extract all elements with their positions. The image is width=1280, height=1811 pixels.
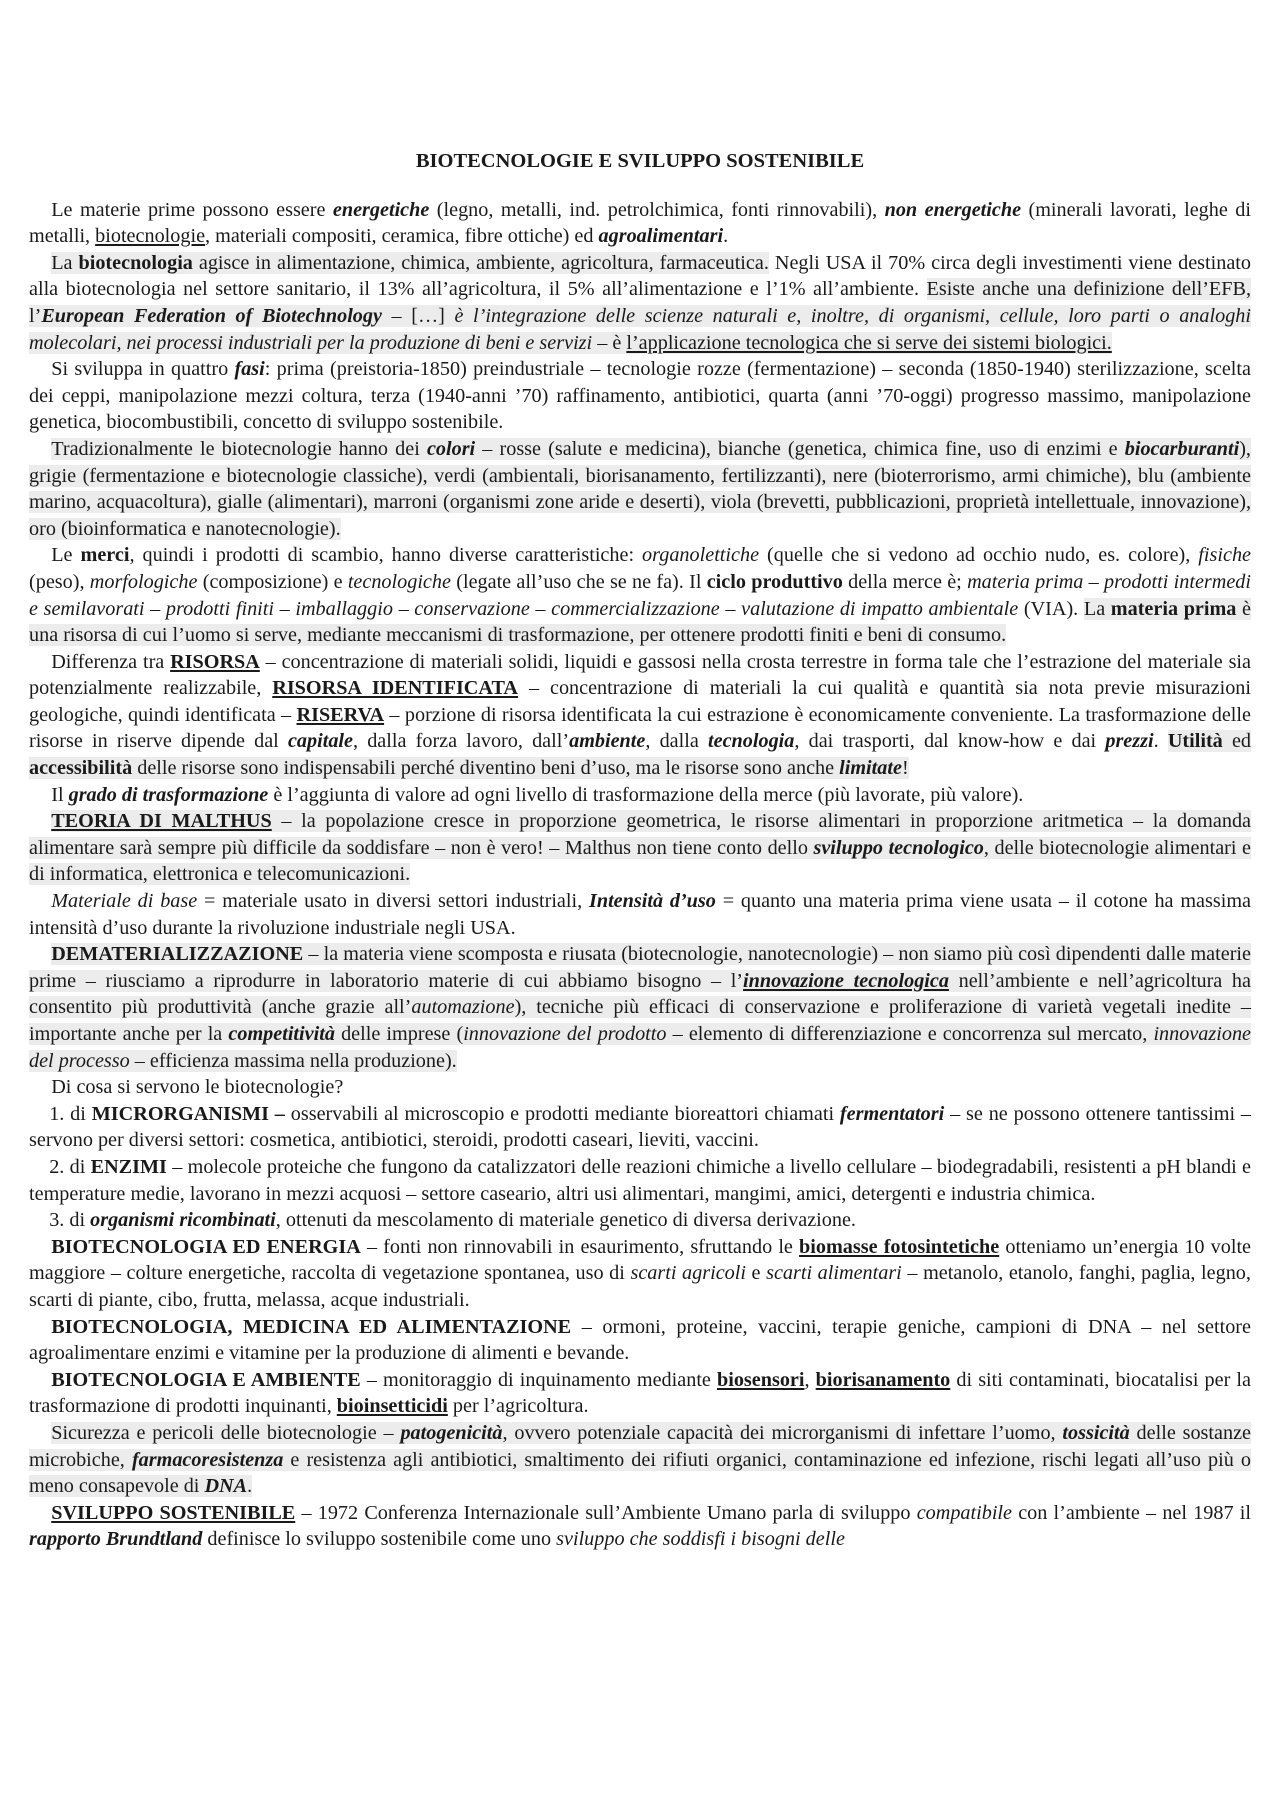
term-limitate: limitate — [839, 757, 902, 780]
text: Le — [51, 544, 81, 567]
text: – efficienza massima nella produzione). — [129, 1049, 457, 1072]
ciclo-sequence: materia prima – prodotti intermedi e semilavorati – prodotti finiti – imballaggio – conservazione – commercializzazione – valutazione di impatto ambientale — [29, 570, 1251, 620]
text: – molecole proteiche che fungono da catalizzatori delle reazioni chimiche a livello cellulare – biodegradabili, resistenti a pH blandi e temperature medie, lavorano in mezzi acquosi – settore caseario, altri usi alimentari, mangimi, amici, detergenti e industria chimica. — [29, 1155, 1252, 1205]
term-tecnologiche: tecnologiche — [347, 570, 451, 593]
paragraph-colori — [29, 436, 1251, 542]
paragraph-medicina — [29, 1314, 1251, 1367]
term-ambiente: ambiente — [569, 730, 646, 753]
term-efb: European Federation of Biotechnology — [41, 304, 382, 327]
text: per l’agricoltura. — [447, 1395, 589, 1418]
term-morfologiche: morfologiche — [89, 570, 198, 593]
term-biomasse: biomasse fotosintetiche — [799, 1235, 1000, 1258]
text: (legno, metalli, ind. petrolchimica, fonti rinnovabili), — [429, 198, 885, 221]
term-risorsa-identificata: RISORSA IDENTIFICATA — [272, 677, 519, 700]
list-item — [29, 1207, 1251, 1234]
text: definisce lo sviluppo sostenibile come uno — [202, 1528, 557, 1551]
term-competitivita: competitività — [228, 1023, 335, 1045]
term-innovazione-prodotto: innovazione del prodotto — [463, 1023, 667, 1045]
text: 2. di — [49, 1155, 91, 1178]
term-grado-trasformazione: grado di trasformazione — [68, 783, 269, 806]
paragraph-ambiente — [29, 1367, 1251, 1420]
term-biosensori: biosensori — [717, 1368, 805, 1391]
text: ! — [901, 757, 909, 780]
paragraph-risorsa — [29, 649, 1251, 782]
paragraph-question: Di cosa si servono le biotecnologie? — [51, 1076, 344, 1099]
text: 3. di — [49, 1209, 91, 1232]
text: è l’aggiunta di valore ad ogni livello di trasformazione della merce (più lavorate, più valore). — [268, 783, 1024, 806]
text: , ottenuti da mescolamento di materiale genetico di diversa derivazione. — [275, 1209, 856, 1232]
text: con l’ambiente – nel 1987 il — [1012, 1501, 1251, 1524]
text: – elemento di differenziazione e concorrenza sul mercato, — [666, 1023, 1154, 1045]
text: – metanolo, etanolo, fanghi, paglia, legno, scarti di piante, cibo, frutta, melassa, acque industriali. — [29, 1262, 1251, 1311]
list-item — [29, 1101, 1251, 1154]
term-farmacoresistenza: farmacoresistenza — [131, 1448, 284, 1471]
text: agisce in alimentazione, chimica, ambiente, agricoltura, farmaceutica. — [192, 251, 769, 274]
text: 1. di — [49, 1102, 92, 1125]
text: – è — [592, 331, 627, 354]
text: Le materie prime possono essere — [51, 198, 333, 221]
paragraph-biotecnologia — [29, 250, 1251, 356]
term-patogenicita: patogenicità — [400, 1421, 503, 1444]
paragraph-grado — [29, 782, 1251, 809]
text: della merce è; — [842, 570, 968, 593]
biotech-list — [29, 1101, 1251, 1234]
text: Sicurezza e pericoli delle biotecnologie – — [51, 1421, 401, 1444]
text: , materiali compositi, ceramica, fibre ottiche) ed — [205, 225, 599, 248]
text: e — [745, 1262, 767, 1285]
paragraph-materie-prime — [29, 197, 1251, 250]
text: , dalla — [645, 730, 709, 753]
text: – concentrazione di materiali la cui qualità e quantità sia nota previe misurazioni geologiche, quindi identificata – — [29, 677, 1251, 726]
text: La — [1083, 597, 1111, 620]
term-tecnologia: tecnologia — [708, 730, 795, 753]
text: , delle biotecnologie alimentari e di informatica, elettronica e telecomunicazioni. — [29, 836, 1252, 886]
text: = materiale usato in diversi settori industriali, — [197, 890, 589, 913]
text: di siti contaminati, biocatalisi per la trasformazione di prodotti inquinanti, — [29, 1368, 1252, 1418]
term-innovazione-tecnologica: innovazione tecnologica — [743, 969, 949, 992]
text: : prima (preistoria-1850) preindustriale – tecnologie rozze (fermentazione) – seconda (1850-1940) sterilizzazione, scelta dei ceppi, manipolazione mezzi coltura, terza (1940-anni ’70) raffinamento, antibiotici, quarta (anni ’70-oggi) progresso massimo, manipolazione genetica, biocombustibili, concetto di sviluppo sostenibile. — [29, 358, 1251, 434]
text: . — [723, 225, 729, 248]
text: (composizione) e — [197, 570, 348, 593]
text: – la materia viene scomposta e riusata (biotecnologie, nanotecnologie) – non siamo più così dipendenti dalle materie prime – riusciamo a riprodurre in laboratorio materie di cui abbiamo bisogno – l’ — [29, 943, 1251, 992]
paragraph-merci — [29, 542, 1251, 648]
text: (VIA). — [1018, 597, 1084, 620]
text: – […] — [381, 304, 455, 327]
term-materia-prima: materia prima — [1110, 597, 1237, 620]
text: – ormoni, proteine, vaccini, terapie geniche, campioni di DNA – nel settore agroalimentare enzimi e vitamine per la produzione di alimenti e bevande. — [29, 1315, 1251, 1365]
text: Il — [51, 783, 69, 806]
text: – se ne possono ottenere tantissimi – servono per diversi settori: cosmetica, antibiotici, steroidi, prodotti caseari, lieviti, vaccini. — [29, 1102, 1251, 1152]
term-sviluppo-tecnologico: sviluppo tecnologico — [813, 836, 984, 859]
text: è una risorsa di cui l’uomo si serve, mediante meccanismi di trasformazione, per ottenere prodotti finiti e beni di consumo. — [29, 597, 1252, 647]
text: – 1972 Conferenza Internazionale sull’Ambiente Umano parla di sviluppo — [295, 1501, 917, 1524]
text: ), tecniche più efficaci di conservazione e proliferazione di varietà vegetali inedite – importante anche per la — [29, 996, 1251, 1045]
text: , — [804, 1368, 816, 1391]
text: . — [247, 1475, 253, 1498]
document-title: BIOTECNOLOGIE E SVILUPPO SOSTENIBILE — [415, 150, 865, 172]
text: – porzione di risorsa identificata la cui estrazione è economicamente conveniente. La trasformazione delle risorse in riserve dipende dal — [29, 703, 1251, 753]
term-fermentatori: fermentatori — [839, 1102, 945, 1125]
text: Si sviluppa in quattro — [51, 358, 235, 381]
term-biorisanamento: biorisanamento — [815, 1368, 951, 1391]
text: ), grigie (fermentazione e biotecnologie classiche), verdi (ambientali, biorisanamento, fertilizzanti), nere (bioterrorismo, armi chimiche), blu (ambiente marino, acquacoltura), gialle (alimentari), marroni (organismi zone aride e deserti), viola (brevetti, pubblicazioni, proprietà intellettuale, innovazione), oro (bioinformatica e nanotecnologie). — [29, 437, 1251, 540]
term-organismi-ricombinati: organismi ricombinati — [90, 1209, 276, 1232]
term-biotech-medicina: BIOTECNOLOGIA, MEDICINA ED ALIMENTAZIONE — [51, 1315, 572, 1338]
text: , ovvero potenziale capacità dei microrganismi di infettare l’uomo, — [502, 1421, 1063, 1444]
definition-sostenibile: sviluppo che soddisfi i bisogni delle — [556, 1528, 845, 1551]
term-automazione: automazione — [411, 996, 515, 1019]
text: (quelle che si vedono ad occhio nudo, es. colore), — [759, 544, 1199, 567]
term-biotech-ambiente: BIOTECNOLOGIA E AMBIENTE — [51, 1368, 361, 1391]
text: osservabili al microscopio e prodotti mediante bioreattori chiamati — [284, 1102, 840, 1125]
term-biotecnologia: biotecnologia — [78, 251, 193, 274]
term-utilita: Utilità — [1167, 730, 1223, 753]
term-rapporto-brundtland: rapporto Brundtland — [29, 1528, 203, 1551]
term-dematerializzazione: DEMATERIALIZZAZIONE — [51, 943, 304, 966]
term-microrganismi: MICRORGANISMI – — [91, 1102, 285, 1125]
term-risorsa: RISORSA — [170, 650, 260, 673]
text: delle imprese ( — [334, 1023, 464, 1045]
text: – fonti non rinnovabili in esaurimento, sfruttando le — [360, 1235, 800, 1258]
text: – monitoraggio di inquinamento mediante — [360, 1368, 717, 1391]
text: ed — [1222, 730, 1252, 753]
paragraph-malthus — [29, 808, 1251, 888]
text: La — [51, 251, 79, 274]
term-fisiche: fisiche — [1198, 544, 1251, 567]
term-fasi: fasi — [234, 358, 265, 381]
text: otteniamo un’energia 10 volte maggiore – colture energetiche, raccolta di vegetazione spontanea, uso di — [29, 1235, 1252, 1285]
definition-quote: è l’integrazione delle scienze naturali e, inoltre, di organismi, cellule, loro parti o analoghi molecolari, nei processi industriali per la produzione di beni e servizi — [29, 304, 1251, 354]
text: delle risorse sono indispensabili perché diventino beni d’uso, ma le risorse sono anche — [132, 757, 840, 780]
text: – la popolazione cresce in proporzione geometrica, le risorse alimentari in proporzione aritmetica – la domanda alimentare sarà sempre più difficile da soddisfare – non è vero! – Malthus non tiene conto dello — [29, 810, 1251, 859]
term-capitale: capitale — [287, 730, 353, 753]
term-non-energetiche: non energetiche — [884, 198, 1022, 221]
term-teoria-malthus: TEORIA DI MALTHUS — [51, 810, 272, 833]
text: – concentrazione di materiali solidi, liquidi e gassosi nella crosta terrestre in forma tale che l’estrazione del materiale sia potenzialmente realizzabile, — [29, 650, 1251, 700]
term-agroalimentari: agroalimentari — [598, 225, 724, 248]
term-biotecnologie: biotecnologie — [95, 225, 206, 248]
text: Differenza tra — [51, 650, 171, 673]
term-materiale-base: Materiale di base — [51, 890, 198, 913]
term-biotech-energia: BIOTECNOLOGIA ED ENERGIA — [51, 1235, 361, 1258]
term-innovazione-processo: innovazione del processo — [29, 1023, 1251, 1072]
term-scarti-agricoli: scarti agricoli — [630, 1262, 746, 1285]
paragraph-sviluppo-sostenibile — [29, 1500, 1251, 1553]
paragraph-dematerializzazione — [29, 941, 1251, 1074]
text: (peso), — [29, 570, 90, 593]
term-tossicita: tossicità — [1062, 1421, 1130, 1444]
term-enzimi: ENZIMI — [90, 1155, 167, 1178]
term-riserva: RISERVA — [296, 703, 385, 726]
text: – rosse (salute e medicina), bianche (genetica, chimica fine, uso di enzimi e — [475, 437, 1125, 460]
term-intensita-uso: Intensità d’uso — [588, 890, 716, 913]
paragraph-sicurezza — [29, 1420, 1251, 1500]
term-dna: DNA — [204, 1475, 248, 1498]
text: = quanto una materia prima viene usata – il cotone ha massima intensità d’uso durante la rivoluzione industriale negli USA. — [29, 890, 1251, 939]
text: . — [1153, 730, 1168, 753]
text: Tradizionalmente le biotecnologie hanno dei — [51, 437, 427, 460]
paragraph-energia — [29, 1234, 1251, 1314]
document-page — [29, 148, 1251, 1553]
text: (minerali lavorati, leghe di metalli, — [29, 198, 1251, 248]
term-bioinsetticidi: bioinsetticidi — [336, 1395, 448, 1418]
text: nell’ambiente e nell’agricoltura ha consentito più produttività (anche grazie all’ — [29, 969, 1251, 1019]
text: delle sostanze microbiche, — [29, 1421, 1251, 1471]
term-prezzi: prezzi — [1105, 730, 1154, 753]
paragraph-fasi — [29, 356, 1251, 436]
term-accessibilita: accessibilità — [29, 757, 133, 780]
text: , dai trasporti, dal know-how e dai — [794, 730, 1106, 753]
text: e resistenza agli antibiotici, smaltimento dei rifiuti organici, contaminazione ed infezione, rischi legati all’uso più o meno consapevole di — [29, 1448, 1251, 1498]
term-scarti-alimentari: scarti alimentari — [766, 1262, 902, 1285]
text: , dalla forza lavoro, dall’ — [352, 730, 570, 753]
text: (legate all’uso che se ne fa). Il — [450, 570, 707, 593]
definition-underlined: l’applicazione tecnologica che si serve dei sistemi biologici. — [626, 331, 1112, 354]
term-ciclo-produttivo: ciclo produttivo — [706, 570, 843, 593]
term-biocarburanti: biocarburanti — [1124, 437, 1240, 460]
text: Negli USA il 70% circa degli investimenti viene destinato alla biotecnologia nel settore sanitario, il 13% all’agricoltura, il 5% all’alimentazione e l’1% all’ambiente. — [29, 251, 1252, 301]
term-compatibile: compatibile — [916, 1501, 1012, 1524]
term-organolettiche: organolettiche — [642, 544, 760, 567]
text: , quindi i prodotti di scambio, hanno diverse caratteristiche: — [129, 544, 643, 567]
term-energetiche: energetiche — [332, 198, 430, 221]
text: Esiste anche una definizione dell’EFB, l’ — [29, 278, 1251, 327]
term-merci: merci — [80, 544, 130, 567]
paragraph-materiale-base — [29, 888, 1251, 941]
list-item — [29, 1154, 1251, 1207]
term-sviluppo-sostenibile: SVILUPPO SOSTENIBILE — [51, 1501, 296, 1524]
term-colori: colori — [426, 437, 476, 460]
